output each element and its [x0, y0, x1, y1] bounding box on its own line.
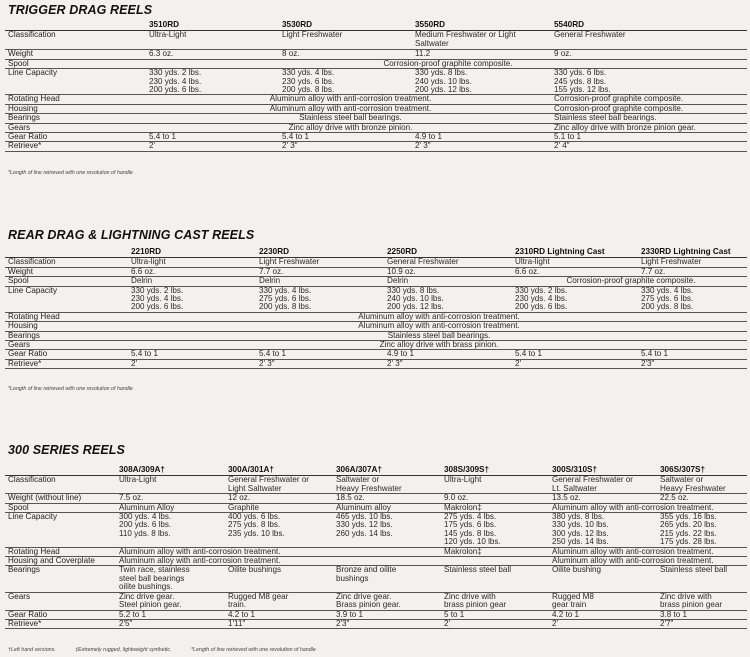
cell: Delrin [129, 277, 257, 286]
cell [413, 69, 552, 95]
cell [334, 566, 442, 592]
footnote-synthetic: ‡Extremely rugged, lightweight synthetic. [75, 647, 172, 653]
cell-span: Corrosion-proof graphite composite. [147, 59, 747, 68]
cell-line: 300 yds. 12 lbs. [552, 528, 609, 538]
cell-line: Zinc drive with [660, 592, 712, 601]
cell-span: Aluminum alloy with anti-corrosion treatment. [117, 557, 442, 566]
cell-line: 330 yds. 2 lbs. [515, 286, 568, 295]
cell-line: Light Saltwater [228, 483, 282, 493]
cell-line: 110 yds. 8 lbs. [119, 528, 171, 538]
header-5540rd: 5540RD [552, 21, 747, 31]
row-label: Housing [5, 104, 147, 113]
row-label: Bearings [5, 566, 117, 592]
cell: Corrosion-proof graphite composite. [552, 104, 747, 113]
cell: Makrolon‡ [442, 547, 550, 556]
cell-line: General Freshwater or [552, 475, 633, 485]
row-label: Rotating Head [5, 312, 129, 321]
cell: 2'5" [117, 619, 226, 628]
header-2250rd: 2250RD [385, 248, 513, 258]
cell: Light Freshwater [257, 258, 385, 267]
row-label: Line Capacity [5, 286, 129, 312]
cell: 10.9 oz. [385, 267, 513, 276]
cell: 8 oz. [280, 50, 413, 59]
cell-line: 200 yds. 12 lbs. [387, 302, 444, 312]
cell-line: 245 yds. 8 lbs. [554, 76, 607, 86]
cell [658, 566, 747, 592]
cell-line: General Freshwater or [228, 475, 309, 485]
cell: Aluminum alloy [334, 503, 442, 512]
cell-line: Ultra-Light [119, 475, 157, 485]
header-3530rd: 3530RD [280, 21, 413, 31]
cell-line: 330 yds. 10 lbs. [552, 520, 609, 530]
cell-line: 230 yds. 6 lbs. [282, 76, 335, 86]
cell-span: Aluminum alloy with anti-corrosion treatment. [147, 104, 552, 113]
cell-line: 355 yds. 16 lbs. [660, 512, 717, 522]
cell [334, 476, 442, 494]
cell [639, 286, 747, 312]
cell-line: 145 yds. 8 lbs. [444, 528, 497, 538]
row-label: Rotating Head [5, 95, 147, 104]
cell-span: Corrosion-proof graphite composite. [513, 277, 747, 286]
cell-span: Stainless steel ball bearings. [147, 114, 552, 123]
cell: 5.4 to 1 [129, 350, 257, 359]
cell-line: 230 yds. 4 lbs. [131, 294, 184, 304]
header-306s: 306S/307S† [658, 466, 747, 476]
cell-line: gear train [552, 600, 587, 610]
cell [117, 513, 226, 548]
cell-line: 230 yds. 4 lbs. [515, 294, 568, 304]
cell-line: 400 yds. 6 lbs. [228, 512, 281, 522]
cell-line: 330 yds. 4 lbs. [282, 68, 335, 78]
row-label: Spool [5, 59, 147, 68]
cell [550, 592, 658, 610]
row-label: Weight [5, 50, 147, 59]
cell: 7.7 oz. [639, 267, 747, 276]
cell-line: 240 yds. 10 lbs. [387, 294, 444, 304]
cell: 5.2 to 1 [117, 610, 226, 619]
cell [280, 69, 413, 95]
cell-line: 250 yds. 14 lbs. [552, 537, 609, 547]
cell [513, 286, 639, 312]
cell: Zinc alloy drive with bronze pinion gear. [552, 123, 747, 132]
row-label: Retrieve* [5, 359, 129, 368]
cell-line: Zinc drive with [444, 592, 496, 601]
cell: 11.2 [413, 50, 552, 59]
header-3550rd: 3550RD [413, 21, 552, 31]
cell: Delrin [257, 277, 385, 286]
cell [552, 69, 747, 95]
cell [442, 513, 550, 548]
header-300s: 300S/310S† [550, 466, 658, 476]
row-label: Gears [5, 123, 147, 132]
row-label: Retrieve* [5, 142, 147, 151]
row-label: Weight [5, 267, 129, 276]
cell: Ultra-Light [147, 31, 280, 50]
section-title-rear-drag: REAR DRAG & LIGHTNING CAST REELS [8, 228, 255, 242]
cell: 2' 3" [413, 142, 552, 151]
cell-span: Aluminum alloy with anti-corrosion treatment. [550, 557, 747, 566]
rear-drag-table [5, 248, 747, 369]
cell-line: Saltwater or [660, 475, 704, 485]
row-label: Classification [5, 31, 147, 50]
header-300a: 300A/301A† [226, 466, 334, 476]
cell: 2'3" [334, 619, 442, 628]
cell-line: 260 yds. 14 lbs. [336, 528, 393, 538]
cell: Graphite [226, 503, 334, 512]
cell [550, 513, 658, 548]
cell-line: 275 yds. 6 lbs. [259, 294, 312, 304]
cell: Makrolon‡ [442, 503, 550, 512]
cell: General Freshwater [385, 258, 513, 267]
cell: 2' [129, 359, 257, 368]
row-label: Gears [5, 341, 129, 350]
cell: 2' [513, 359, 639, 368]
cell [117, 566, 226, 592]
cell-line: Ultra-Light [444, 475, 482, 485]
cell: 1'11" [226, 619, 334, 628]
cell: 12 oz. [226, 494, 334, 503]
cell [658, 476, 747, 494]
cell-line: 465 yds. 10 lbs. [336, 512, 393, 522]
cell: 7.7 oz. [257, 267, 385, 276]
cell: 3.9 to 1 [334, 610, 442, 619]
cell-line: Steel pinion gear. [119, 600, 182, 610]
footnote-retrieve: *Length of line retrieved with one revolution of handle [190, 647, 316, 653]
cell [226, 476, 334, 494]
cell-line: 265 yds. 20 lbs. [660, 520, 717, 530]
cell-line: Oilite bushings [228, 565, 282, 575]
row-label: Housing [5, 322, 129, 331]
cell [129, 286, 257, 312]
cell-line: 200 yds. 6 lbs. [515, 302, 568, 312]
header-308a: 308A/309A† [117, 466, 226, 476]
row-label: Line Capacity [5, 513, 117, 548]
cell: 4.9 to 1 [385, 350, 513, 359]
cell-line: 275 yds. 4 lbs. [444, 512, 497, 522]
cell: 4.9 to 1 [413, 133, 552, 142]
cell: 2' [147, 142, 280, 151]
cell [442, 476, 550, 494]
cell [147, 69, 280, 95]
cell-line: 275 yds. 6 lbs. [641, 294, 694, 304]
cell-line: 120 yds. 10 lbs. [444, 537, 501, 547]
cell-line: Medium Freshwater or Light [415, 30, 516, 40]
cell: 9.0 oz. [442, 494, 550, 503]
cell-line: Stainless steel ball [660, 565, 728, 575]
cell: General Freshwater [552, 31, 747, 50]
cell: Ultra-light [129, 258, 257, 267]
cell-line: 175 yds. 28 lbs. [660, 537, 717, 547]
header-2230rd: 2230RD [257, 248, 385, 258]
footnote: *Length of line retrieved with one revolution of handle [8, 386, 133, 392]
cell [550, 476, 658, 494]
cell [385, 286, 513, 312]
cell-line: 275 yds. 8 lbs. [228, 520, 281, 530]
cell: 6.6 oz. [129, 267, 257, 276]
cell: 2'7" [658, 619, 747, 628]
row-label: Retrieve* [5, 619, 117, 628]
cell: 5.4 to 1 [639, 350, 747, 359]
header-2210rd: 2210RD [129, 248, 257, 258]
cell-line: Twin race, stainless [119, 565, 190, 575]
cell-span: Aluminum alloy with anti-corrosion treatment. [550, 503, 747, 512]
cell-line: train. [228, 600, 246, 610]
cell-line: 330 yds. 8 lbs. [415, 68, 468, 78]
cell: 9 oz. [552, 50, 747, 59]
cell-line: Rugged M8 [552, 592, 594, 601]
cell-line: 330 yds. 6 lbs. [554, 68, 607, 78]
cell [226, 513, 334, 548]
cell-line: 200 yds. 8 lbs. [282, 85, 335, 95]
cell: Aluminum Alloy [117, 503, 226, 512]
cell-span: Aluminum alloy with anti-corrosion treatment. [117, 547, 442, 556]
row-label: Bearings [5, 114, 147, 123]
cell [334, 513, 442, 548]
header-blank [5, 21, 147, 31]
cell-line: 330 yds. 8 lbs. [387, 286, 440, 295]
row-label: Housing and Coverplate [5, 557, 117, 566]
cell: 5.4 to 1 [147, 133, 280, 142]
footnote-left-hand: †Left hand versions. [8, 647, 56, 653]
cell-line: Saltwater or [336, 475, 380, 485]
cell: 5.4 to 1 [280, 133, 413, 142]
300-series-table [5, 466, 747, 629]
cell-line: 200 yds. 8 lbs. [259, 302, 312, 312]
cell [257, 286, 385, 312]
cell: 4.2 to 1 [550, 610, 658, 619]
footnotes [8, 647, 334, 653]
cell-line: Brass pinion gear. [336, 600, 401, 610]
cell: 2' 3" [257, 359, 385, 368]
cell-line: Stainless steel ball [444, 565, 512, 575]
cell: 5.4 to 1 [513, 350, 639, 359]
row-label: Weight (without line) [5, 494, 117, 503]
cell: 22.5 oz. [658, 494, 747, 503]
header-3510rd: 3510RD [147, 21, 280, 31]
row-label: Rotating Head [5, 547, 117, 556]
cell: Light Freshwater [280, 31, 413, 50]
cell: 13.5 oz. [550, 494, 658, 503]
cell-line: Rugged M8 gear [228, 592, 289, 601]
header-308s: 308S/309S† [442, 466, 550, 476]
cell-line: 330 yds. 4 lbs. [641, 286, 694, 295]
cell [226, 592, 334, 610]
cell-line: 380 yds. 8 lbs. [552, 512, 605, 522]
cell [550, 566, 658, 592]
footnote: *Length of line retrieved with one revolution of handle [8, 170, 133, 176]
cell [442, 592, 550, 610]
cell-line: bushings [336, 573, 369, 583]
cell: 2' [442, 619, 550, 628]
cell-line: Zinc drive gear. [336, 592, 392, 601]
cell [442, 566, 550, 592]
cell-line: Oilite bushing [552, 565, 602, 575]
row-label: Gear Ratio [5, 610, 117, 619]
cell-line: 200 yds. 6 lbs. [131, 302, 184, 312]
header-306a: 306A/307A† [334, 466, 442, 476]
cell [413, 31, 552, 50]
row-label: Classification [5, 258, 129, 267]
cell-line: 330 yds. 2 lbs. [149, 68, 202, 78]
cell-span: Aluminum alloy with anti-corrosion treatment. [129, 322, 747, 331]
cell-line: 300 yds. 4 lbs. [119, 512, 172, 522]
cell-span: Aluminum alloy with anti-corrosion treatment. [147, 95, 552, 104]
cell: 5 to 1 [442, 610, 550, 619]
cell-line: 155 yds. 12 lbs. [554, 85, 611, 95]
cell-line: Zinc drive gear. [119, 592, 175, 601]
cell: 18.5 oz. [334, 494, 442, 503]
cell: 6.3 oz. [147, 50, 280, 59]
cell: 4.2 to 1 [226, 610, 334, 619]
section-title-trigger-drag: TRIGGER DRAG REELS [8, 3, 153, 17]
cell-line: 330 yds. 2 lbs. [131, 286, 184, 295]
cell-line: brass pinion gear [660, 600, 723, 610]
trigger-drag-table [5, 21, 747, 152]
cell-span: Aluminum alloy with anti-corrosion treatment. [129, 312, 747, 321]
cell-span: Stainless steel ball bearings. [129, 331, 747, 340]
header-blank [5, 248, 129, 258]
cell-line: steel ball bearings [119, 573, 185, 583]
cell: 2' [550, 619, 658, 628]
cell: 5.1 to 1 [552, 133, 747, 142]
cell-line: 200 yds. 6 lbs. [119, 520, 172, 530]
cell: 2' 3" [280, 142, 413, 151]
cell-line: oilite bushings. [119, 582, 173, 592]
section-title-300-series: 300 SERIES REELS [8, 443, 125, 457]
row-label: Spool [5, 503, 117, 512]
cell: Stainless steel ball bearings. [552, 114, 747, 123]
cell-span: Aluminum alloy with anti-corrosion treatment. [550, 547, 747, 556]
cell: Corrosion-proof graphite composite. [552, 95, 747, 104]
cell-span: Zinc alloy drive with brass pinion. [129, 341, 747, 350]
cell: 3.8 to 1 [658, 610, 747, 619]
header-2310rd: 2310RD Lightning Cast [513, 248, 639, 258]
row-label: Classification [5, 476, 117, 494]
cell: Light Freshwater [639, 258, 747, 267]
cell-line: 230 yds. 4 lbs. [149, 76, 202, 86]
cell [117, 476, 226, 494]
cell [226, 566, 334, 592]
cell-span: Zinc alloy drive with bronze pinion. [147, 123, 552, 132]
cell-line: 330 yds. 12 lbs. [336, 520, 393, 530]
cell-line: 240 yds. 10 lbs. [415, 76, 472, 86]
row-label: Gears [5, 592, 117, 610]
cell-line: 330 yds. 4 lbs. [259, 286, 312, 295]
cell-line: brass pinion gear [444, 600, 507, 610]
cell-line: Saltwater [415, 38, 449, 48]
cell [117, 592, 226, 610]
cell-line: 235 yds. 10 lbs. [228, 528, 285, 538]
cell: 2'3" [639, 359, 747, 368]
row-label: Gear Ratio [5, 133, 147, 142]
cell: Delrin [385, 277, 513, 286]
cell [658, 513, 747, 548]
row-label: Spool [5, 277, 129, 286]
row-label: Gear Ratio [5, 350, 129, 359]
cell-line: 175 yds. 6 lbs. [444, 520, 497, 530]
cell-line: Bronze and oilite [336, 565, 397, 575]
cell-line: 200 yds. 12 lbs. [415, 85, 472, 95]
cell: 6.6 oz. [513, 267, 639, 276]
cell: 5.4 to 1 [257, 350, 385, 359]
cell-line: Heavy Freshwater [660, 483, 726, 493]
cell-line: 215 yds. 22 lbs. [660, 528, 717, 538]
cell: 2' 4" [552, 142, 747, 151]
cell-line: 200 yds. 8 lbs. [641, 302, 694, 312]
row-label: Bearings [5, 331, 129, 340]
cell: 7.5 oz. [117, 494, 226, 503]
cell [442, 557, 550, 566]
row-label: Line Capacity [5, 69, 147, 95]
cell-line: Lt. Saltwater [552, 483, 597, 493]
cell-line: 200 yds. 6 lbs. [149, 85, 202, 95]
cell: Ultra-light [513, 258, 639, 267]
header-blank [5, 466, 117, 476]
header-2330rd: 2330RD Lightning Cast [639, 248, 747, 258]
cell: 2' 3" [385, 359, 513, 368]
cell-line: Heavy Freshwater [336, 483, 402, 493]
cell [334, 592, 442, 610]
cell [658, 592, 747, 610]
